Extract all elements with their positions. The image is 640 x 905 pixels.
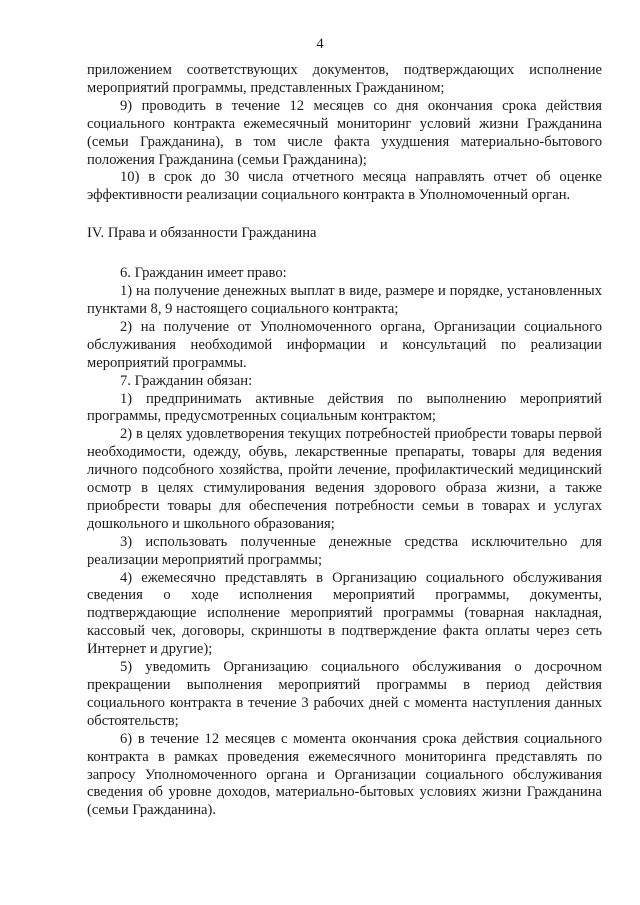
paragraph-item-10: 10) в срок до 30 числа отчетного месяца направлять отчет об оценке эффективности реализации социального контракта в Уполномоченный орган. <box>87 169 602 204</box>
paragraph-duty-2: 2) в целях удовлетворения текущих потребностей приобрести товары первой необходимости, одежду, обувь, лекарственные препараты, товары для ведения личного подсобного хозяйства, пройти лечение, профилактический медицинский осмотр в целях стимулирования ведения здорового образа жизни, а также приобрести товары для обеспечения потребности семьи в товарах и услугах дошкольного и школьного образования; <box>87 426 602 532</box>
document-body <box>87 62 602 820</box>
paragraph-clause-7: 7. Гражданин обязан: <box>120 372 253 389</box>
paragraph-duty-6: 6) в течение 12 месяцев с момента окончания срока действия социального контракта в рамках проведения ежемесячного мониторинга представлять по запросу Уполномоченного органа и Организации социального обслуживания сведения об уровне доходов, материально-бытовых условиях жизни Гражданина (семьи Гражданина). <box>87 730 602 819</box>
paragraph-duty-4: 4) ежемесячно представлять в Организацию социального обслуживания сведения о ходе исполнения мероприятий программы, документы, подтверждающие исполнение мероприятий программы (товарная накладная, кассовый чек, договоры, скриншоты в подтверждение факта оплаты через сеть Интернет и другие); <box>87 569 602 658</box>
paragraph-right-1: 1) на получение денежных выплат в виде, размере и порядке, установленных пунктами 8, 9 настоящего социального контракта; <box>87 283 602 317</box>
page-number: 4 <box>316 36 324 52</box>
paragraph-item-9: 9) проводить в течение 12 месяцев со дня окончания срока действия социального контракта ежемесячный мониторинг условий жизни Гражданина (семьи Гражданина), в том числе факта ухудшения материально-бытового положения Гражданина (семьи Гражданина); <box>87 97 602 168</box>
paragraph-duty-1: 1) предпринимать активные действия по выполнению мероприятий программы, предусмотренных социальным контрактом; <box>87 390 602 425</box>
paragraph-continuation: приложением соответствующих документов, подтверждающих исполнение мероприятий программы, представленных Гражданином; <box>87 62 602 96</box>
paragraph-duty-5: 5) уведомить Организацию социального обслуживания о досрочном прекращении выполнения мероприятий программы в период действия социального контракта в течение 3 рабочих дней с момента наступления данных обстоятельств; <box>87 659 602 729</box>
paragraph-duty-3: 3) использовать полученные денежные средства исключительно для реализации мероприятий программы; <box>87 533 602 568</box>
paragraph-right-2: 2) на получение от Уполномоченного органа, Организации социального обслуживания необходимой информации и консультаций по реализации мероприятий программы. <box>87 318 602 371</box>
paragraph-clause-6: 6. Гражданин имеет право: <box>120 265 287 282</box>
section-heading: IV. Права и обязанности Гражданина <box>87 225 317 242</box>
